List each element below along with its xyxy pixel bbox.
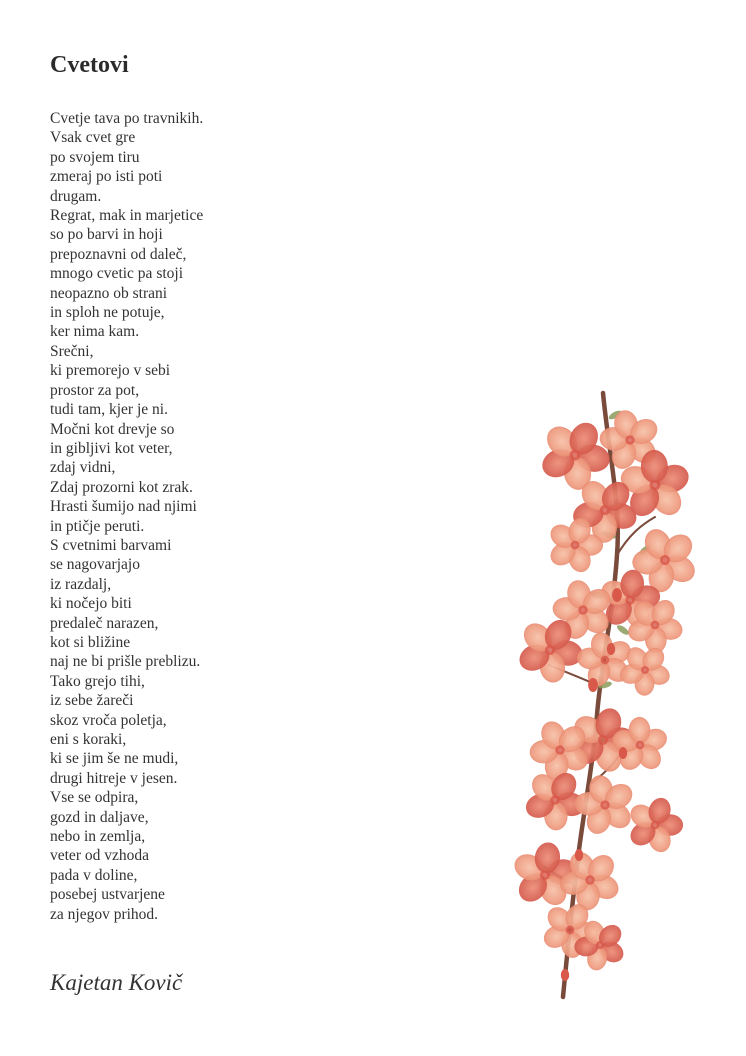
poem-line: ker nima kam. [50, 323, 140, 341]
blossom-branch-illustration [505, 385, 705, 1005]
poem-line: naj ne bi prišle preblizu. [50, 653, 201, 671]
blossom [626, 795, 683, 855]
poem-line: Hrasti šumijo nad njimi [50, 498, 197, 516]
poem-line: in gibljivi kot veter, [50, 439, 173, 457]
poem-line: po svojem tiru [50, 148, 140, 166]
poem-line: ki nočejo biti [50, 595, 132, 613]
poem-line: tudi tam, kjer je ni. [50, 401, 168, 419]
poem-line: Tako grejo tihi, [50, 672, 145, 690]
poem-line: kot si bližine [50, 633, 131, 651]
poem-line: neopazno ob strani [50, 284, 168, 302]
poem-line: in ptičje peruti. [50, 517, 145, 535]
poem-line: Cvetje tava po travnikih. [50, 110, 204, 127]
poem-line: ki premorejo v sebi [50, 362, 171, 380]
poem-line: gozd in daljave, [50, 808, 149, 826]
poem-line: predaleč narazen, [50, 614, 159, 632]
poem-title: Cvetovi [50, 52, 129, 78]
poem-line: Zdaj prozorni kot zrak. [50, 478, 193, 496]
poem-line: iz razdalj, [50, 575, 112, 593]
poem-line: zdaj vidni, [50, 459, 116, 477]
poem-line: nebo in zemlja, [50, 828, 146, 846]
blossom-cluster [506, 395, 705, 982]
blossom-bud [575, 849, 583, 861]
poem-line: ki se jim še ne mudi, [50, 750, 179, 768]
leaf [616, 624, 631, 637]
blossom [533, 412, 616, 498]
poem-line: iz sebe žareči [50, 692, 134, 710]
poem-body [50, 109, 203, 924]
poem-line: S cvetnimi barvami [50, 536, 172, 554]
poem-line: Regrat, mak in marjetice [50, 207, 204, 225]
poem-author: Kajetan Kovič [50, 970, 183, 995]
blossom-bud [612, 588, 622, 602]
poem-line: zmeraj po isti poti [50, 168, 163, 186]
poem-line: Močni kot drevje so [50, 420, 175, 438]
blossom-bud [619, 747, 627, 759]
blossom-bud [561, 969, 569, 981]
poem-line: pada v doline, [50, 866, 138, 884]
poem-line: veter od vzhoda [50, 847, 149, 865]
poem-line: eni s koraki, [50, 731, 127, 748]
poem-line: skoz vroča poletja, [50, 711, 167, 729]
poem-line: Vse se odpira, [50, 789, 139, 807]
poem-line: so po barvi in hoji [50, 226, 163, 244]
blossom-bud [607, 643, 615, 655]
poem-line: drugi hitreje v jesen. [50, 769, 178, 787]
poem-line: Vsak cvet gre [50, 129, 136, 147]
poem-line: in sploh ne potuje, [50, 304, 165, 322]
poem-line: prostor za pot, [50, 381, 140, 399]
poem-line: prepoznavni od daleč, [50, 245, 187, 263]
blossom-bud [588, 678, 598, 692]
poem-line: za njegov prihod. [50, 905, 159, 923]
poem-line: Srečni, [50, 342, 94, 360]
poem-line: posebej ustvarjene [50, 886, 165, 904]
poem-line: mnogo cvetic pa stoji [50, 265, 184, 283]
poem-line: drugam. [50, 187, 102, 205]
poem-line: se nagovarjajo [50, 556, 140, 574]
